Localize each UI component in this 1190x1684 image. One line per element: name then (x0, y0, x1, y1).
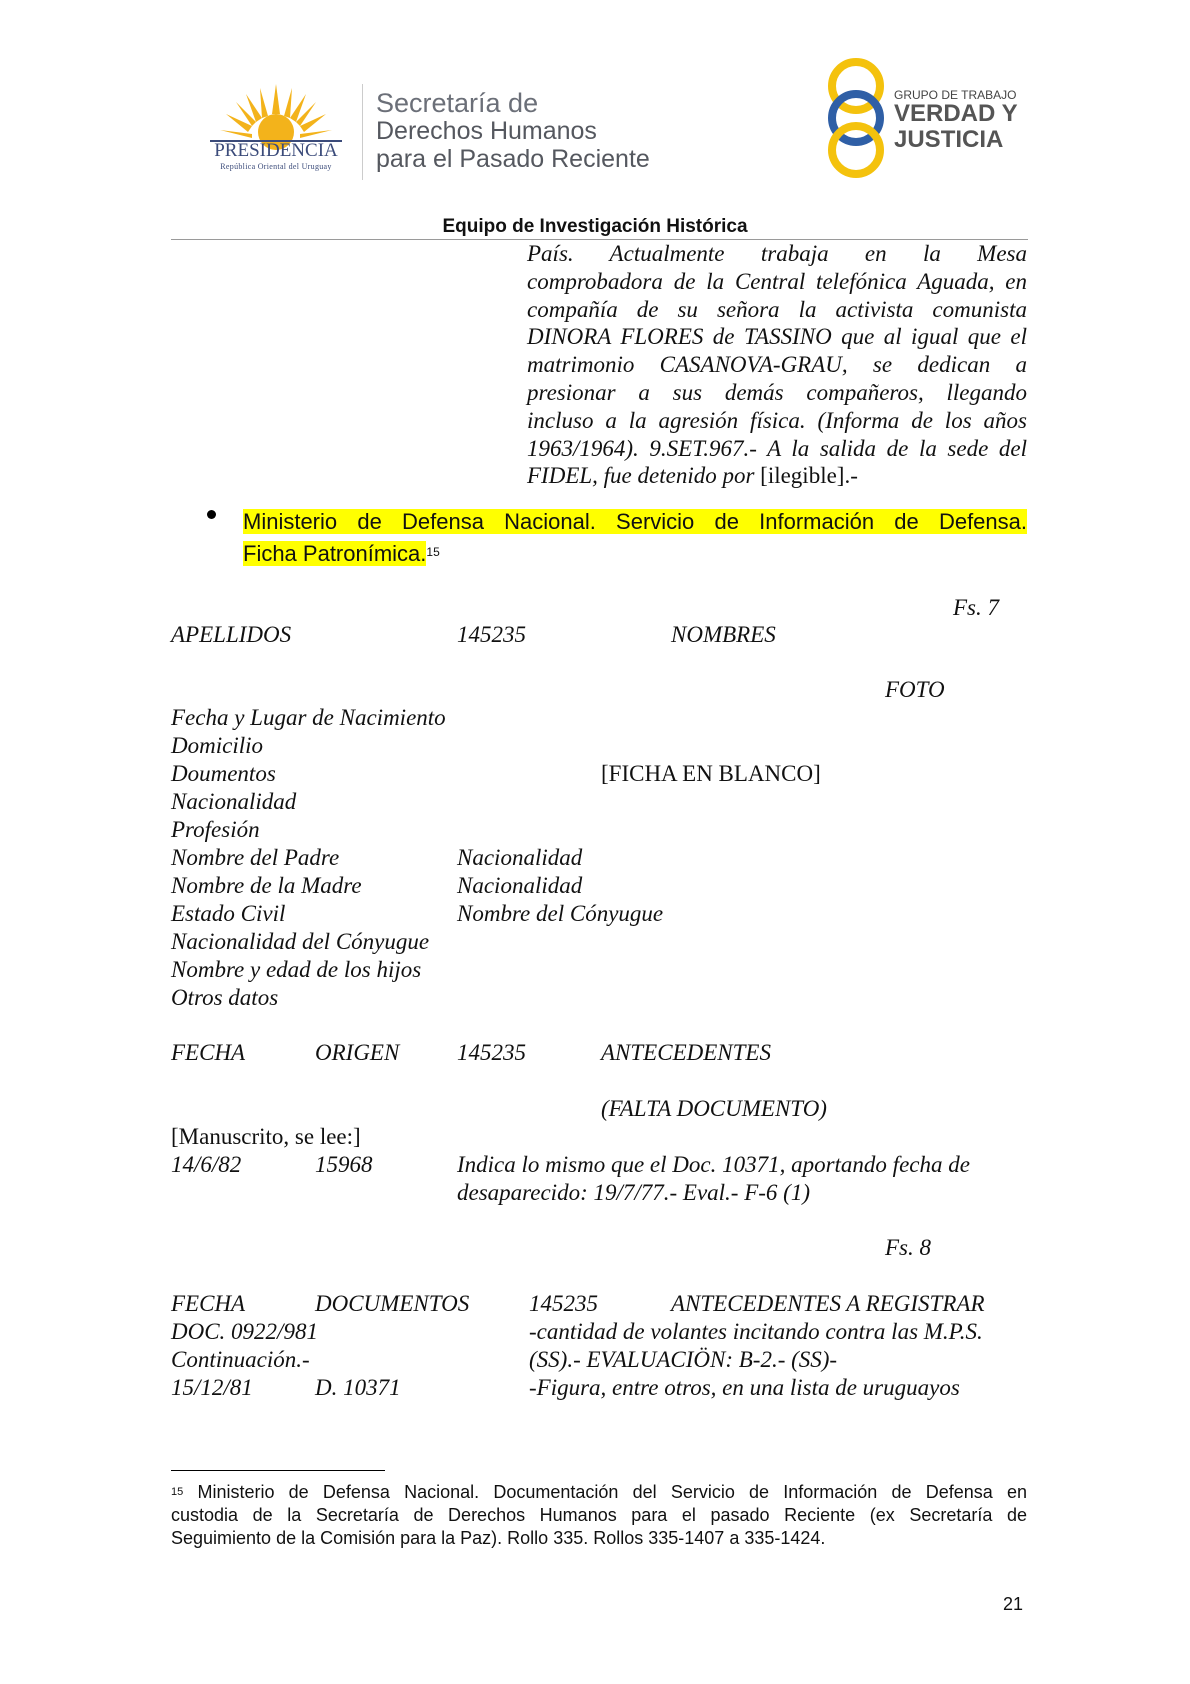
label-nombres: NOMBRES (671, 622, 776, 647)
field-label: Estado Civil (171, 901, 286, 926)
entry-text-line-2: desaparecido: 19/7/77.- Eval.- F-6 (1) (457, 1180, 810, 1205)
gtvj-line-2: VERDAD Y (894, 100, 1018, 127)
entry-date: 14/6/82 (171, 1152, 242, 1177)
paragraph-line: incluso a la agresión física. (Informa de los años (527, 407, 1027, 433)
field-label: Nombre del Padre (171, 845, 340, 870)
footnote-line-2: custodia de la Secretaría de Derechos Humanos para el pasado Reciente (ex Secretaría de (171, 1505, 1027, 1525)
footnote-rule (171, 1470, 385, 1471)
continuation-text: (SS).- EVALUACIÖN: B-2.- (SS)- (529, 1347, 838, 1372)
field-label-right: Nacionalidad (457, 873, 583, 898)
paragraph-last-italic: FIDEL, fue detenido por (527, 463, 755, 489)
col-fecha: FECHA (171, 1040, 246, 1065)
label-foto: FOTO (885, 677, 945, 702)
entry-document: D. 10371 (315, 1375, 401, 1400)
field-label: Nombre de la Madre (171, 873, 362, 898)
paragraph-line: matrimonio CASANOVA-GRAU, se dedican a (527, 352, 1027, 378)
secretaria-line-3: para el Pasado Reciente (376, 145, 650, 173)
footnote-reference: 15 (426, 545, 440, 559)
paragraph-illegible: [ilegible].- (760, 463, 858, 489)
field-label: Doumentos (171, 761, 276, 786)
field-label: Nacionalidad (171, 789, 297, 814)
paragraph-line: compañía de su señora la activista comunista (527, 296, 1027, 322)
verdad-justicia-logo (822, 56, 1032, 181)
footnote-line-1: Ministerio de Defensa Nacional. Documentación del Servicio de Información de Defensa en (197, 1482, 1027, 1502)
blank-form-note: [FICHA EN BLANCO] (601, 761, 821, 786)
secretaria-line-2: Derechos Humanos (376, 117, 597, 145)
gtvj-line-1: GRUPO DE TRABAJO (894, 88, 1017, 102)
continuation-label: Continuación.- (171, 1347, 310, 1372)
entry-origin: 15968 (315, 1152, 373, 1177)
doc-text: -cantidad de volantes incitando contra las M.P.S. (529, 1319, 983, 1344)
col-origen: ORIGEN (315, 1040, 400, 1065)
field-label-right: Nacionalidad (457, 845, 583, 870)
logo-separator (362, 84, 363, 180)
label-apellidos: APELLIDOS (171, 622, 292, 647)
entry-text-line-1: Indica lo mismo que el Doc. 10371, aportando fecha de (457, 1152, 970, 1177)
bullet-dot (207, 510, 216, 519)
presidencia-subtitle: República Oriental del Uruguay (220, 162, 332, 171)
rings-icon (822, 56, 892, 181)
registro-number: 145235 (529, 1291, 598, 1316)
paragraph-line: DINORA FLORES de TASSINO que al igual que el (527, 324, 1027, 350)
footnote-number: 15 (171, 1486, 184, 1498)
col-antecedentes: ANTECEDENTES (601, 1040, 771, 1065)
bullet-item (243, 506, 1027, 570)
page-number: 21 (1003, 1594, 1024, 1614)
bullet-line-2: Ficha Patronímica. (243, 541, 427, 566)
secretaria-line-1: Secretaría de (376, 88, 539, 118)
footnote-line-3: Seguimiento de la Comisión para la Paz). Rollo 335. Rollos 335-1407 a 335-1424. (171, 1528, 826, 1548)
paragraph-last-line (527, 462, 1027, 490)
folio-fs7: Fs. 7 (953, 595, 999, 620)
bullet-line-1: Ministerio de Defensa Nacional. Servicio de Información de Defensa. (243, 509, 1027, 534)
field-label: Otros datos (171, 985, 279, 1010)
paragraph-line: presionar a sus demás compañeros, llegando (527, 379, 1027, 405)
presidencia-name: PRESIDENCIA (214, 140, 338, 161)
paragraph-line: comprobadora de la Central telefónica Aguada, en (527, 268, 1027, 294)
team-heading: Equipo de Investigación Histórica (442, 216, 748, 237)
col-antecedentes-registrar: ANTECEDENTES A REGISTRAR (671, 1291, 985, 1316)
ficha-number: 145235 (457, 622, 526, 647)
footnote (171, 1481, 1027, 1550)
continuation-paragraph (527, 240, 1027, 490)
secretaria-title (376, 89, 650, 173)
presidencia-logo (196, 80, 356, 180)
paragraph-line: País. Actualmente trabaja en la Mesa (527, 241, 1027, 266)
antecedentes-number: 145235 (457, 1040, 526, 1065)
field-label-right: Nombre del Cónyugue (457, 901, 664, 926)
field-label: Nombre y edad de los hijos (171, 957, 422, 982)
folio-fs8: Fs. 8 (885, 1235, 931, 1260)
field-label: Profesión (171, 817, 260, 842)
doc-number: DOC. 0922/981 (171, 1319, 318, 1344)
field-label: Fecha y Lugar de Nacimiento (171, 705, 446, 730)
handwritten-note: [Manuscrito, se lee:] (171, 1124, 361, 1149)
entry-text: -Figura, entre otros, en una lista de uruguayos (529, 1375, 960, 1400)
paragraph-line: 1963/1964). 9.SET.967.- A la salida de la sede del (527, 435, 1027, 461)
gtvj-line-3: JUSTICIA (894, 126, 1004, 153)
col-documentos: DOCUMENTOS (315, 1291, 470, 1316)
field-label: Nacionalidad del Cónyugue (171, 929, 430, 954)
entry-date: 15/12/81 (171, 1375, 253, 1400)
field-label: Domicilio (171, 733, 263, 758)
col-fecha: FECHA (171, 1291, 246, 1316)
missing-document-note: (FALTA DOCUMENTO) (601, 1096, 827, 1121)
